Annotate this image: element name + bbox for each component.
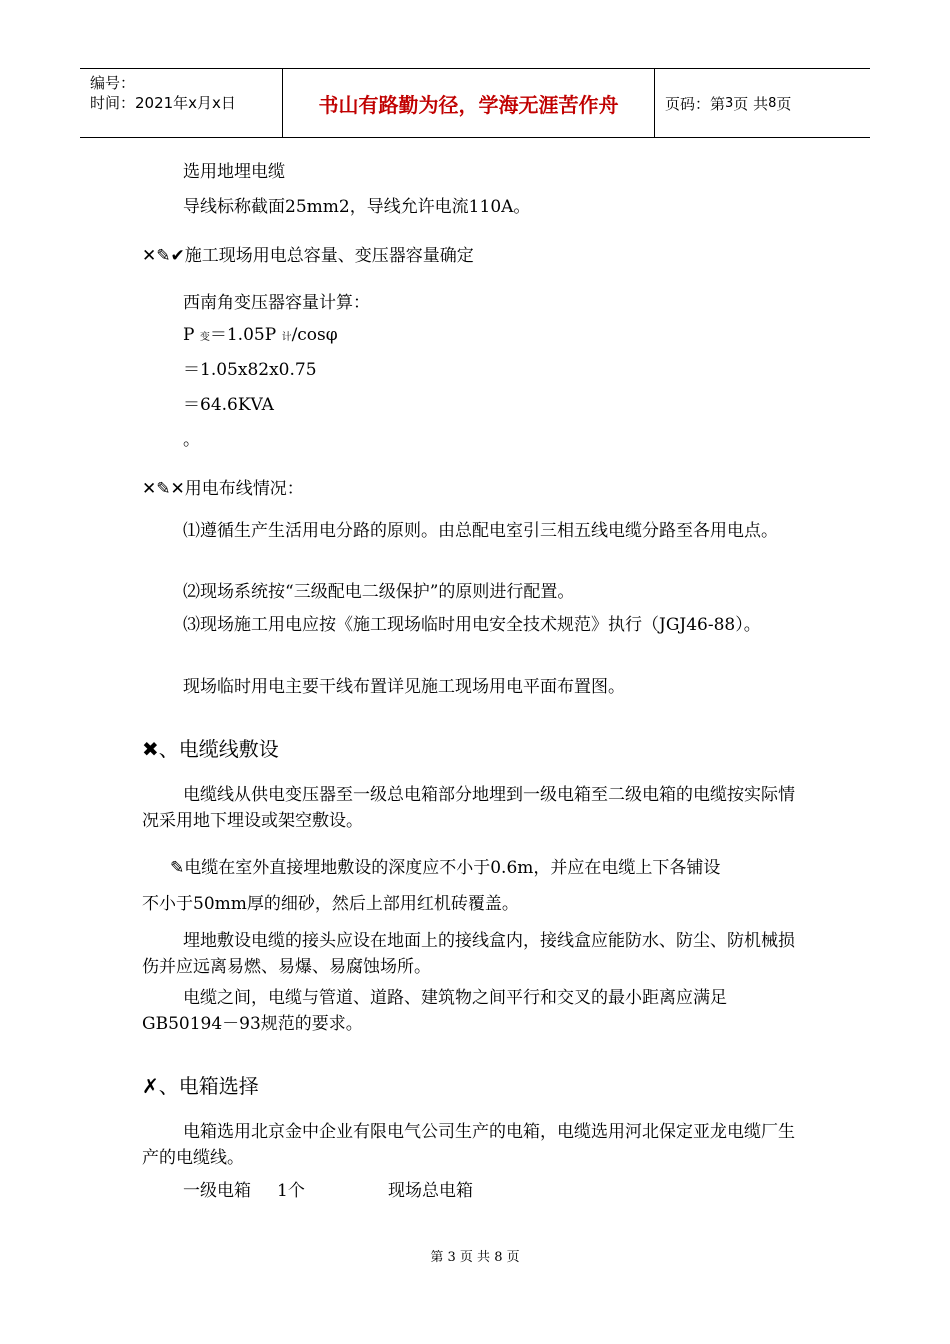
paragraph-wiring-1: ⑴遵循生产生活用电分路的原则。由总配电室引三相五线电缆分路至各用电点。 bbox=[183, 521, 778, 541]
paragraph-cable-3: 埋地敷设电缆的接头应设在地面上的接线盒内，接线盒应能防水、防尘、防机械损伤并应远离易燃、易爆、易腐蚀场所。 bbox=[142, 931, 795, 977]
box-item-count: 1个 bbox=[277, 1181, 305, 1201]
text-cable-choice: 选用地埋电缆 bbox=[183, 162, 285, 182]
page-header bbox=[80, 68, 870, 138]
box-item-name: 一级电箱 bbox=[183, 1181, 251, 1201]
section-heading-capacity: ✕✎✔施工现场用电总容量、变压器容量确定 bbox=[142, 246, 474, 266]
page-mid: 页 共 bbox=[733, 94, 769, 113]
formula-p: P bbox=[183, 325, 195, 345]
paragraph-wiring-4: 现场临时用电主要干线布置详见施工现场用电平面布置图。 bbox=[183, 677, 625, 697]
page-total: 8 bbox=[768, 95, 777, 111]
paragraph-cable-2b: 不小于50mm厚的细砂，然后上部用红机砖覆盖。 bbox=[142, 894, 519, 914]
formula-line-3: ＝64.6KVA bbox=[183, 395, 274, 415]
formula-mid: ＝1.05P bbox=[209, 325, 277, 345]
formula-end: /cosφ bbox=[291, 325, 338, 345]
section-heading-box-selection: ✗、电箱选择 bbox=[142, 1074, 259, 1098]
header-motto: 书山有路勤为径，学海无涯苦作舟 bbox=[283, 69, 655, 137]
text-transformer-calc: 西南角变压器容量计算： bbox=[183, 293, 370, 313]
header-page-info bbox=[655, 69, 870, 137]
box-item-desc: 现场总电箱 bbox=[388, 1181, 473, 1201]
paragraph-wiring-2: ⑵现场系统按“三级配电二级保护”的原则进行配置。 bbox=[183, 582, 575, 602]
section-heading-wiring: ✕✎✕用电布线情况： bbox=[142, 479, 304, 499]
page-footer: 第 3 页 共 8 页 bbox=[430, 1250, 520, 1265]
formula-dot: 。 bbox=[183, 430, 200, 450]
text-wire-section: 导线标称截面25mm2，导线允许电流110A。 bbox=[183, 197, 531, 217]
paragraph-cable-2a: ✎电缆在室外直接埋地敷设的深度应不小于0.6m，并应在电缆上下各铺设 bbox=[170, 858, 721, 878]
formula-line-2: ＝1.05x82x0.75 bbox=[183, 360, 317, 380]
page-number: 3 bbox=[725, 95, 734, 111]
paragraph-wiring-3: ⑶现场施工用电应按《施工现场临时用电安全技术规范》执行（JGJ46-88）。 bbox=[183, 615, 761, 635]
header-left-cell bbox=[80, 69, 283, 137]
page-suffix: 页 bbox=[776, 94, 792, 113]
section-heading-cable-laying: ✖、电缆线敷设 bbox=[142, 737, 279, 761]
formula-sub-ji: 计 bbox=[281, 332, 292, 343]
paragraph-box-1: 电箱选用北京金中企业有限电气公司生产的电箱，电缆选用河北保定亚龙电缆厂生产的电缆线。 bbox=[142, 1122, 795, 1168]
formula-line-1 bbox=[183, 322, 338, 351]
paragraph-cable-1: 电缆线从供电变压器至一级总电箱部分地埋到一级电箱至二级电箱的电缆按实际情况采用地下埋设或架空敷设。 bbox=[142, 785, 795, 831]
formula-sub-bian: 变 bbox=[199, 332, 210, 343]
number-label: 编号： bbox=[90, 74, 136, 92]
time-label: 时间：2021年x月x日 bbox=[90, 94, 236, 112]
page-prefix: 页码：第 bbox=[665, 94, 726, 113]
paragraph-cable-4: 电缆之间，电缆与管道、道路、建筑物之间平行和交叉的最小距离应满足GB50194－93规范的要求。 bbox=[142, 988, 727, 1034]
